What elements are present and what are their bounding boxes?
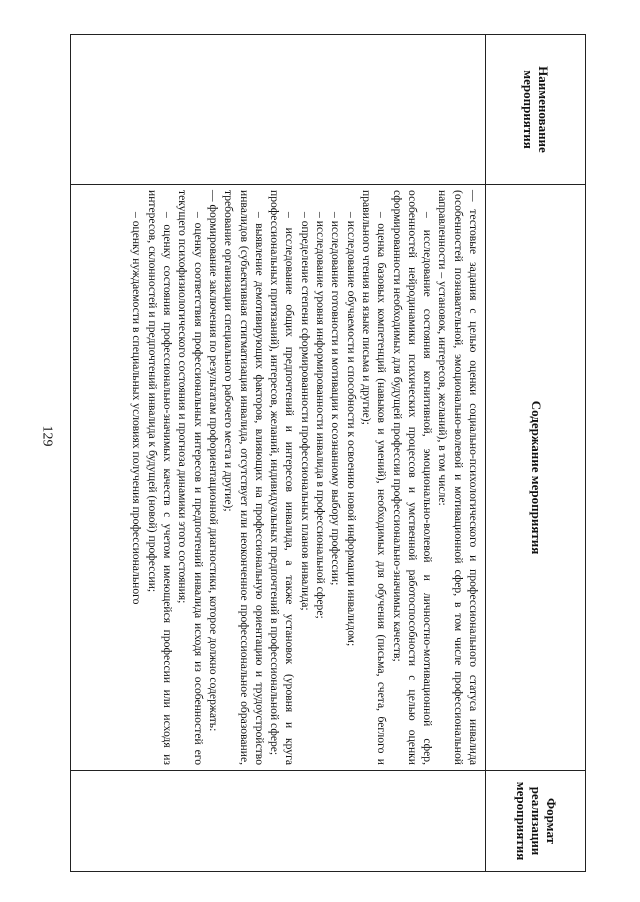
content-paragraph: – выявление демотивирующих факторов, влияющих на профессиональную ориентацию и трудоустройство инвалидов (субъективная стигматизация инвалида, отсутствует или неоконченное профессиональное образование, требование организации специального рабочего места и другие); [222,190,266,765]
header-name: Наименование мероприятия [485,35,585,184]
activity-table [70,34,586,872]
content-cell [71,185,485,770]
format-column [71,771,585,871]
format-cell [71,771,485,871]
name-column [71,35,585,185]
content-paragraph: — формирование заключения по результатам профориентационной диагностики, которое должно содержать: [206,190,220,732]
content-paragraph: – исследование состояния когнитивной, эмоционально-волевой и личностно-мотивационной сфер, особенностей нейродинамики психических процессов и умственной работоспособности с целью оценки сформированности необходимых для будущей профессии профессионально-значимых качеств; [390,190,435,765]
content-paragraph: – исследование готовности и мотивации к осознанному выбору профессии; [329,212,343,586]
content-column [71,185,585,771]
content-paragraph: – оценку состояния профессионально-значимых качеств с учетом имеющейся профессии или исходя из интересов, склонностей и предпочтений инвалида к будущей (новой) профессии; [145,190,175,765]
header-content: Содержание мероприятия [485,185,585,770]
content-paragraph: – исследование обучаемости и способности к освоению новой информации инвалидом; [344,212,358,647]
content-paragraph: – исследование общих предпочтений и интересов инвалида, а также установок (уровня и круга профессиональных притязаний), интересов, желаний, индивидуальных предпочтений в профессиональной сфере; [268,190,297,765]
rotated-page-area [70,34,586,872]
content-paragraph: – оценка базовых компетенций (навыков и умений), необходимых для обучения (письма, счета, беглого и правильного чтения на языке письма и другие); [359,190,389,765]
content-paragraph: – определение степени сформированности профессиональных планов инвалида; [298,212,312,611]
content-paragraph: – оценку нуждаемости в специальных условиях получения профессионального [130,212,144,605]
content-paragraph: – исследование уровня информированности инвалида в профессиональной сфере; [314,212,328,619]
name-cell [71,35,485,184]
header-format: Формат реализации мероприятия [485,771,585,871]
content-paragraph: — тестовые задания с целью оценки социально-психологического и профессионального статуса инвалида (особенностей познавательной, эмоционально-волевой и мотивационной сфер, в том числе профессиональной направленности – установок, интересов, желаний), в том числе: [436,190,480,765]
page-number: 129 [39,425,55,447]
content-paragraph: – оценку соответствия профессиональных интересов и предпочтений инвалида исходя из особенностей его текущего психофизиологического состояния и прогноза динамики этого состояния; [176,190,205,765]
